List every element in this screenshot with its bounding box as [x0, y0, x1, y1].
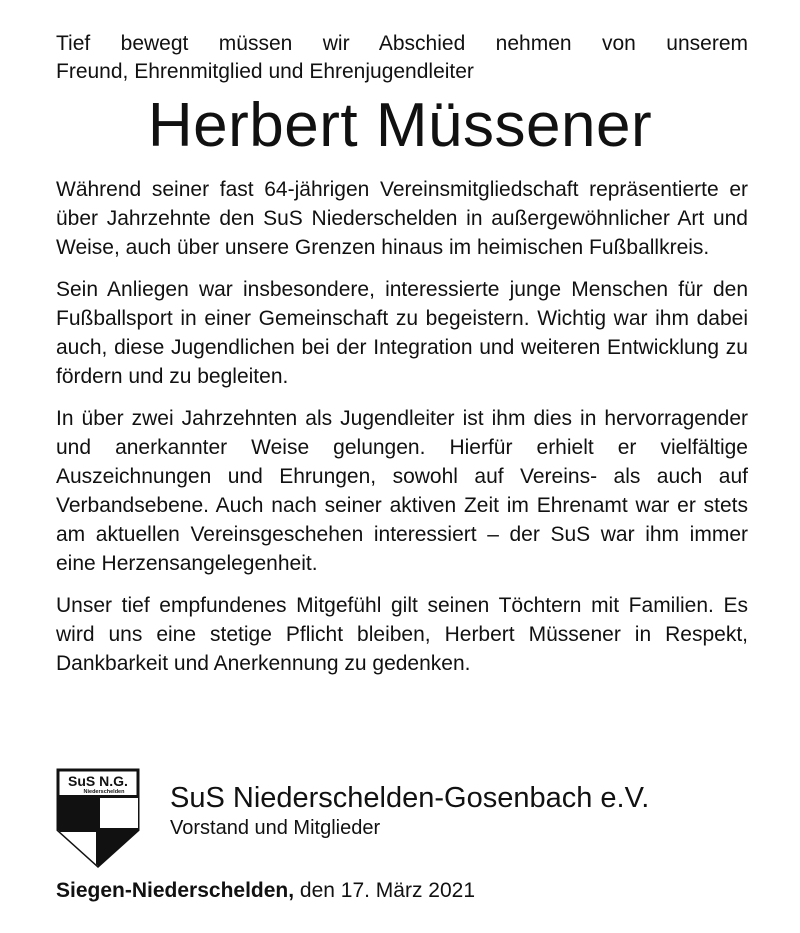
organization: [170, 781, 649, 841]
paragraph-3: In über zwei Jahrzehnten als Jugendleiter ist ihm dies in hervorragender und anerkannter Weise gelungen. Hierfür erhielt er vielfältige Auszeichnungen und Ehrungen, sowohl auf Vereins- als auch auf Verbandsebene. Auch nach seiner aktiven Zeit im Ehrenamt war er stets am aktuellen Vereinsgeschehen interessiert – der SuS war ihm immer eine Herzensangelegenheit.: [56, 407, 748, 575]
obituary-body: [56, 175, 748, 691]
date: den 17. März 2021: [294, 879, 476, 902]
paragraph-2: Sein Anliegen war insbesondere, interessierte junge Menschen für den Fußballsport in einer Gemeinschaft zu begeistern. Wichtig war ihm dabei auch, diese Jugendlichen bei der Integration und weiteren Entwicklung zu fördern und zu begleiten.: [56, 278, 748, 388]
paragraph-1: Während seiner fast 64-jährigen Vereinsmitgliedschaft repräsentierte er über Jahrzehnte den SuS Niederschelden in außergewöhnlicher Art und Weise, auch über unsere Grenzen hinaus im heimischen Fußballkreis.: [56, 178, 748, 259]
logo-title: SuS N.G.: [68, 773, 128, 789]
intro-line-1: Tief bewegt müssen wir Abschied nehmen von unserem: [56, 32, 748, 55]
intro-line-2: Freund, Ehrenmitglied und Ehrenjugendleiter: [56, 60, 474, 83]
intro-text: [56, 30, 748, 86]
club-logo: [54, 766, 142, 870]
place-date: [56, 877, 475, 905]
deceased-name: Herbert Müssener: [147, 91, 653, 160]
place: Siegen-Niederschelden,: [56, 879, 295, 902]
org-subtitle: Vorstand und Mitglieder: [170, 817, 381, 839]
org-name: SuS Niederschelden-Gosenbach e.V.: [170, 782, 650, 814]
paragraph-4: Unser tief empfundenes Mitgefühl gilt seinen Töchtern mit Familien. Es wird uns eine stetige Pflicht bleiben, Herbert Müssener in Respekt, Dankbarkeit und Anerkennung zu gedenken.: [56, 594, 748, 675]
logo-subtitle: Niederschelden: [83, 789, 125, 795]
